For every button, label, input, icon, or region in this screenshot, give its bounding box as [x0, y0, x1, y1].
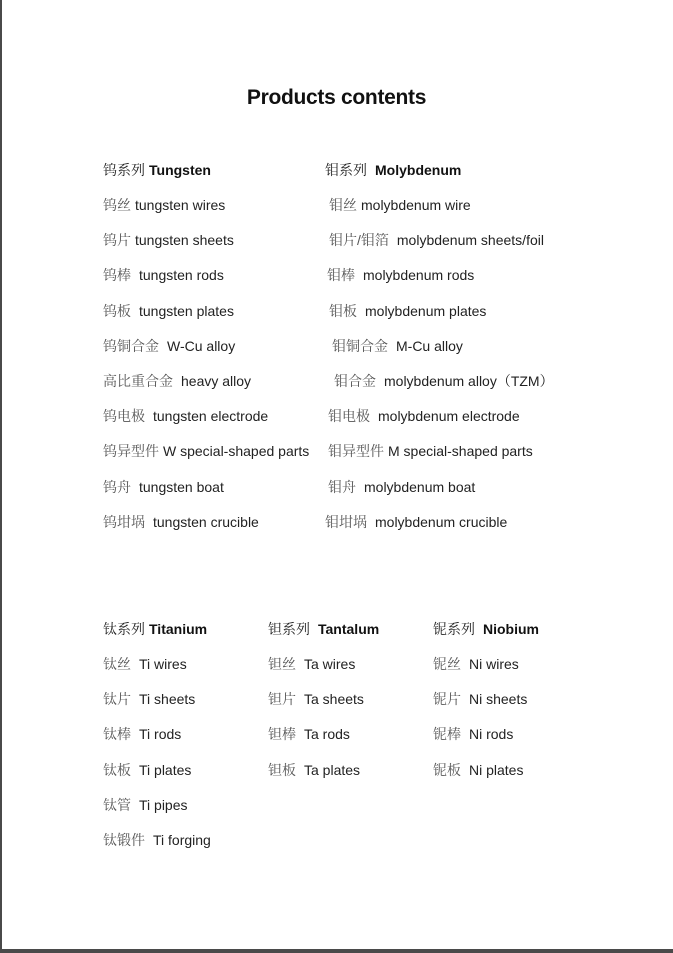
item-en: Ti forging [153, 831, 211, 848]
header-cn: 铌系列 [433, 621, 475, 637]
header-cn: 钛系列 [103, 621, 145, 637]
list-item [103, 230, 309, 265]
list-item [325, 195, 554, 230]
item-cn: 钨板 [103, 302, 131, 319]
item-en: Ti pipes [139, 796, 188, 813]
item-cn: 铌棒 [433, 726, 461, 743]
item-en: Ti wires [139, 656, 187, 672]
list-item [103, 301, 309, 336]
item-cn: 钼片/钼箔 [329, 232, 389, 249]
section-header-molybdenum [325, 160, 554, 195]
item-cn: 铌丝 [433, 656, 461, 672]
item-en: Ni wires [469, 656, 519, 672]
item-en: M special-shaped parts [388, 443, 533, 460]
item-en: molybdenum electrode [378, 408, 520, 425]
item-en: M-Cu alloy [396, 337, 463, 354]
item-en: tungsten wires [135, 197, 226, 213]
item-cn: 钨电极 [103, 408, 145, 425]
list-item [325, 441, 554, 476]
item-en: Ta plates [304, 761, 361, 778]
item-cn: 高比重合金 [103, 372, 173, 389]
page-border-bottom [0, 949, 673, 953]
item-en: molybdenum alloy（TZM） [384, 372, 554, 389]
header-en: Niobium [483, 621, 539, 637]
item-en: Ta wires [304, 656, 356, 672]
list-item [325, 265, 554, 300]
item-cn: 钼电极 [328, 408, 370, 425]
molybdenum-section [325, 160, 554, 547]
item-en: tungsten plates [139, 302, 234, 319]
list-item [325, 301, 554, 336]
item-en: Ti rods [139, 726, 182, 743]
item-en: Ta rods [304, 726, 350, 743]
item-en: Ni plates [469, 761, 524, 778]
header-en: Tantalum [318, 621, 380, 637]
list-item [433, 689, 539, 724]
list-item [268, 654, 379, 689]
item-en: Ti plates [139, 761, 192, 778]
item-en: Ni sheets [469, 691, 528, 708]
item-en: W-Cu alloy [167, 337, 236, 354]
item-cn: 钨片 [103, 232, 131, 249]
item-en: molybdenum boat [364, 478, 476, 495]
list-item [268, 724, 379, 759]
item-cn: 钛板 [103, 761, 131, 778]
item-cn: 铌片 [433, 691, 461, 708]
list-item [103, 724, 211, 759]
list-item [325, 477, 554, 512]
item-en: molybdenum sheets/foil [396, 232, 544, 249]
list-item [103, 760, 211, 795]
item-cn: 钨铜合金 [103, 337, 159, 354]
item-cn: 钨棒 [103, 267, 131, 284]
item-cn: 钽棒 [268, 726, 296, 743]
item-cn: 钽片 [268, 691, 296, 708]
section-header-niobium [433, 619, 539, 654]
tungsten-section [103, 160, 309, 547]
list-item [268, 689, 379, 724]
list-item [325, 230, 554, 265]
item-cn: 钼异型件 [328, 443, 384, 460]
list-item [103, 654, 211, 689]
item-en: molybdenum crucible [375, 513, 508, 530]
item-en: tungsten crucible [153, 513, 259, 530]
item-en: W special-shaped parts [163, 443, 310, 460]
item-cn: 钨坩埚 [103, 513, 145, 530]
header-cn: 钨系列 [103, 162, 145, 178]
niobium-section [433, 619, 539, 795]
list-item [433, 760, 539, 795]
item-cn: 钼合金 [334, 372, 376, 389]
list-item [325, 406, 554, 441]
item-cn: 铌板 [433, 761, 461, 778]
item-cn: 钼棒 [327, 267, 355, 284]
item-en: tungsten sheets [135, 232, 234, 249]
item-cn: 钼铜合金 [332, 337, 388, 354]
item-en: Ni rods [469, 726, 514, 743]
item-cn: 钼丝 [329, 197, 357, 213]
item-en: Ti sheets [139, 691, 196, 708]
list-item [103, 830, 211, 865]
item-en: molybdenum plates [365, 302, 487, 319]
header-en: Titanium [149, 621, 208, 637]
list-item [325, 512, 554, 547]
list-item [433, 724, 539, 759]
item-en: heavy alloy [181, 372, 252, 389]
header-en: Tungsten [149, 162, 211, 178]
item-cn: 钨丝 [103, 197, 131, 213]
list-item [103, 195, 309, 230]
page-border-left [0, 0, 2, 953]
titanium-section [103, 619, 211, 865]
list-item [103, 406, 309, 441]
item-en: tungsten electrode [153, 408, 269, 425]
item-cn: 钼板 [329, 302, 357, 319]
list-item [103, 371, 309, 406]
item-cn: 钛管 [103, 796, 131, 813]
list-item [103, 795, 211, 830]
item-cn: 钛片 [103, 691, 131, 708]
header-cn: 钼系列 [325, 162, 367, 178]
list-item [433, 654, 539, 689]
item-en: Ta sheets [304, 691, 364, 708]
list-item [268, 760, 379, 795]
section-header-titanium [103, 619, 211, 654]
list-item [103, 265, 309, 300]
item-cn: 钛锻件 [103, 831, 145, 848]
item-cn: 钼坩埚 [325, 513, 367, 530]
item-cn: 钽丝 [268, 656, 296, 672]
item-en: tungsten rods [139, 267, 224, 284]
list-item [325, 371, 554, 406]
header-cn: 钽系列 [268, 621, 310, 637]
item-cn: 钨舟 [103, 478, 131, 495]
header-en: Molybdenum [375, 162, 462, 178]
item-cn: 钼舟 [328, 478, 356, 495]
tantalum-section [268, 619, 379, 795]
section-header-tungsten [103, 160, 309, 195]
list-item [103, 336, 309, 371]
item-cn: 钛丝 [103, 656, 131, 672]
list-item [103, 477, 309, 512]
item-cn: 钽板 [268, 761, 296, 778]
page-title: Products contents [246, 86, 427, 109]
list-item [103, 441, 309, 476]
item-en: molybdenum rods [363, 267, 475, 284]
list-item [103, 689, 211, 724]
item-en: tungsten boat [139, 478, 224, 495]
section-header-tantalum [268, 619, 379, 654]
list-item [325, 336, 554, 371]
item-cn: 钨异型件 [103, 443, 159, 460]
item-cn: 钛棒 [103, 726, 131, 743]
item-en: molybdenum wire [361, 197, 471, 213]
list-item [103, 512, 309, 547]
